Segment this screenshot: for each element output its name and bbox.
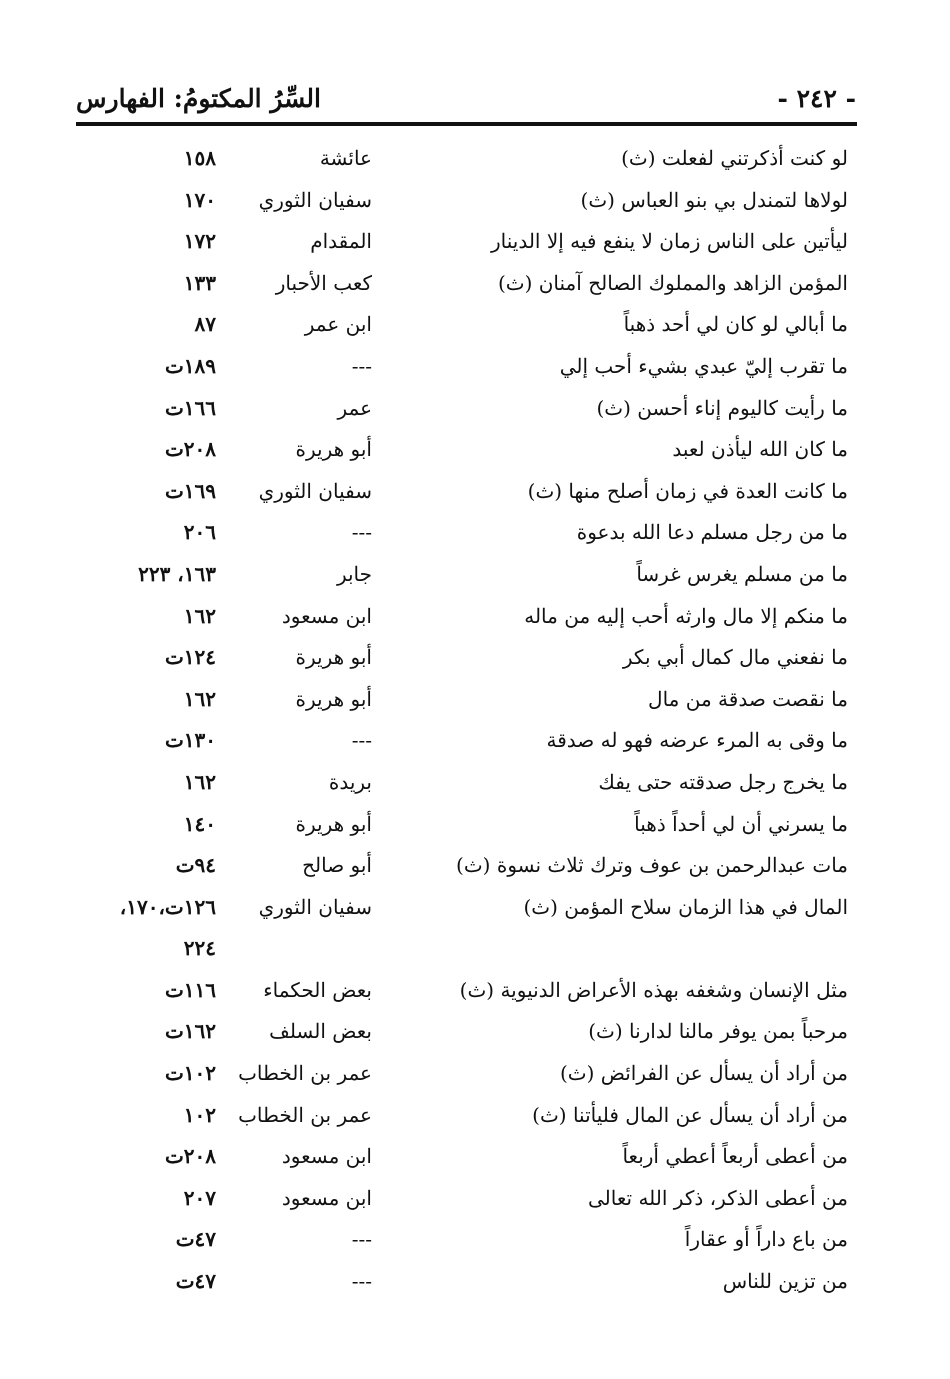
page-reference: ١٠٢ [183, 1102, 216, 1127]
narrator: سفيان الثوري [258, 187, 372, 212]
hadith-text: من أعطى أربعاً أعطي أربعاً [622, 1144, 848, 1169]
narrator: ابن مسعود [281, 603, 372, 628]
narrator: ابن مسعود [281, 1185, 372, 1210]
page-reference: ١٦٢ [183, 769, 216, 794]
page-reference: ٤٧ت [175, 1227, 216, 1252]
hadith-text: ما منكم إلا مال وارثه أحب إليه من ماله [524, 603, 848, 628]
index-row [80, 637, 852, 679]
narrator: عمر بن الخطاب [238, 1061, 372, 1086]
narrator: عمر [337, 395, 372, 420]
index-row [80, 1261, 852, 1303]
narrator: سفيان الثوري [258, 478, 372, 503]
hadith-text: ليأتين على الناس زمان لا ينفع فيه إلا الدينار [490, 229, 848, 254]
narrator: جابر [336, 561, 372, 586]
index-row [80, 138, 852, 180]
page-title: السِّرُ المكتومُ: الفهارس [76, 84, 321, 113]
page-reference: ٨٧ [194, 312, 216, 337]
page-reference: ١٦٢ [183, 686, 216, 711]
index-row [80, 679, 852, 721]
hadith-text: مثل الإنسان وشغفه بهذه الأعراض الدنيوية (ث) [459, 977, 848, 1002]
narrator: ابن مسعود [281, 1144, 372, 1169]
index-row [80, 970, 852, 1012]
index-row [80, 720, 852, 762]
page-reference: ١٢٤ت [164, 645, 216, 670]
hadith-text: ما يسرني أن لي أحداً ذهباً [634, 811, 848, 836]
page-reference: ٤٧ت [175, 1269, 216, 1294]
page-reference: ١٣٣ [183, 270, 216, 295]
hadith-text: ما نفعني مال كمال أبي بكر [622, 645, 848, 670]
hadith-text: ما رأيت كاليوم إناء أحسن (ث) [596, 395, 848, 420]
narrator: --- [351, 1269, 372, 1294]
page-reference: ٢٠٦ [183, 520, 216, 545]
hadith-text: مرحباً بمن يوفر مالنا لدارنا (ث) [588, 1019, 848, 1044]
narrator: عمر بن الخطاب [238, 1102, 372, 1127]
page-number: - ٢٤٢ - [777, 84, 856, 113]
page-reference: ١٥٨ [183, 146, 216, 170]
narrator: أبو هريرة [295, 686, 372, 711]
hadith-text: ما أبالي لو كان لي أحد ذهباً [623, 312, 848, 337]
index-row [80, 221, 852, 263]
hadith-text: لولاها لتمندل بي بنو العباس (ث) [580, 187, 848, 212]
page-reference: ١٤٠ [183, 811, 216, 836]
narrator: أبو صالح [302, 853, 372, 878]
index-row [80, 1219, 852, 1261]
page-reference: ١٧٢ [183, 229, 216, 254]
hadith-text: من أعطى الذكر، ذكر الله تعالى [588, 1185, 848, 1210]
index-row [80, 887, 852, 929]
index-row [80, 1136, 852, 1178]
narrator: أبو هريرة [295, 811, 372, 836]
page-reference: ١٦٢ت [164, 1019, 216, 1044]
narrator: سفيان الثوري [258, 894, 372, 919]
hadith-text: من أراد أن يسأل عن المال فليأتنا (ث) [532, 1102, 848, 1127]
hadith-text: ما من مسلم يغرس غرساً [636, 561, 848, 586]
narrator: كعب الأحبار [275, 270, 372, 295]
index-row [80, 180, 852, 222]
narrator: بريدة [328, 769, 372, 794]
narrator: --- [351, 1227, 372, 1252]
narrator: أبو هريرة [295, 645, 372, 670]
page-reference: ٢٠٨ت [164, 1144, 216, 1169]
index-row [80, 762, 852, 804]
index-row [80, 804, 852, 846]
page-reference: ١٣٠ت [164, 728, 216, 753]
index-row [80, 928, 852, 970]
index-row [80, 1095, 852, 1137]
hadith-text: ما تقرب إليّ عبدي بشيء أحب إلي [559, 353, 848, 378]
narrator: --- [351, 520, 372, 545]
page-reference: ١٦٩ت [164, 478, 216, 503]
hadith-text: المال في هذا الزمان سلاح المؤمن (ث) [523, 894, 848, 919]
narrator: --- [351, 728, 372, 753]
page-reference: ١٦٣، ٢٢٣ [138, 561, 216, 586]
narrator: بعض السلف [269, 1019, 372, 1044]
page-reference: ١١٦ت [164, 977, 216, 1002]
narrator: عائشة [319, 146, 372, 170]
header-divider [76, 122, 857, 126]
index-row [80, 512, 852, 554]
index-row [80, 1178, 852, 1220]
hadith-text: لو كنت أذكرتني لفعلت (ث) [621, 146, 848, 170]
hadith-text: ما كانت العدة في زمان أصلح منها (ث) [527, 478, 848, 503]
index-row [80, 346, 852, 388]
index-row [80, 1053, 852, 1095]
hadith-text: من باع داراً أو عقاراً [684, 1227, 848, 1252]
hadith-text: من أراد أن يسأل عن الفرائض (ث) [559, 1061, 848, 1086]
index-row [80, 596, 852, 638]
hadith-text: ما وقى به المرء عرضه فهو له صدقة [546, 728, 848, 753]
hadith-text: المؤمن الزاهد والمملوك الصالح آمنان (ث) [497, 270, 848, 295]
narrator: بعض الحكماء [263, 977, 372, 1002]
hadith-text: ما نقصت صدقة من مال [648, 686, 848, 711]
index-row [80, 554, 852, 596]
hadith-text: ما يخرج رجل صدقته حتى يفك [598, 769, 848, 794]
page-reference: ٩٤ت [175, 853, 216, 878]
index-row [80, 845, 852, 887]
narrator: المقدام [310, 229, 372, 254]
page-reference: ٢٢٤ [183, 936, 216, 961]
page-reference: ١٦٢ [183, 603, 216, 628]
page-reference: ١٢٦ت،١٧٠، [119, 894, 216, 919]
page-header [76, 78, 856, 122]
hadith-text: مات عبدالرحمن بن عوف وترك ثلاث نسوة (ث) [456, 853, 848, 878]
index-table [80, 138, 852, 1303]
index-row [80, 429, 852, 471]
index-row [80, 263, 852, 305]
narrator: --- [351, 353, 372, 378]
index-row [80, 388, 852, 430]
page-reference: ١٦٦ت [164, 395, 216, 420]
narrator: ابن عمر [304, 312, 372, 337]
index-row [80, 1011, 852, 1053]
hadith-text: من تزين للناس [722, 1269, 848, 1294]
page-reference: ١٧٠ [183, 187, 216, 212]
page-reference: ١٨٩ت [164, 353, 216, 378]
page-reference: ٢٠٨ت [164, 437, 216, 462]
page-reference: ١٠٢ت [164, 1061, 216, 1086]
index-row [80, 304, 852, 346]
hadith-text: ما كان الله ليأذن لعبد [672, 437, 848, 462]
page-reference: ٢٠٧ [183, 1185, 216, 1210]
index-row [80, 471, 852, 513]
narrator: أبو هريرة [295, 437, 372, 462]
hadith-text: ما من رجل مسلم دعا الله بدعوة [576, 520, 848, 545]
